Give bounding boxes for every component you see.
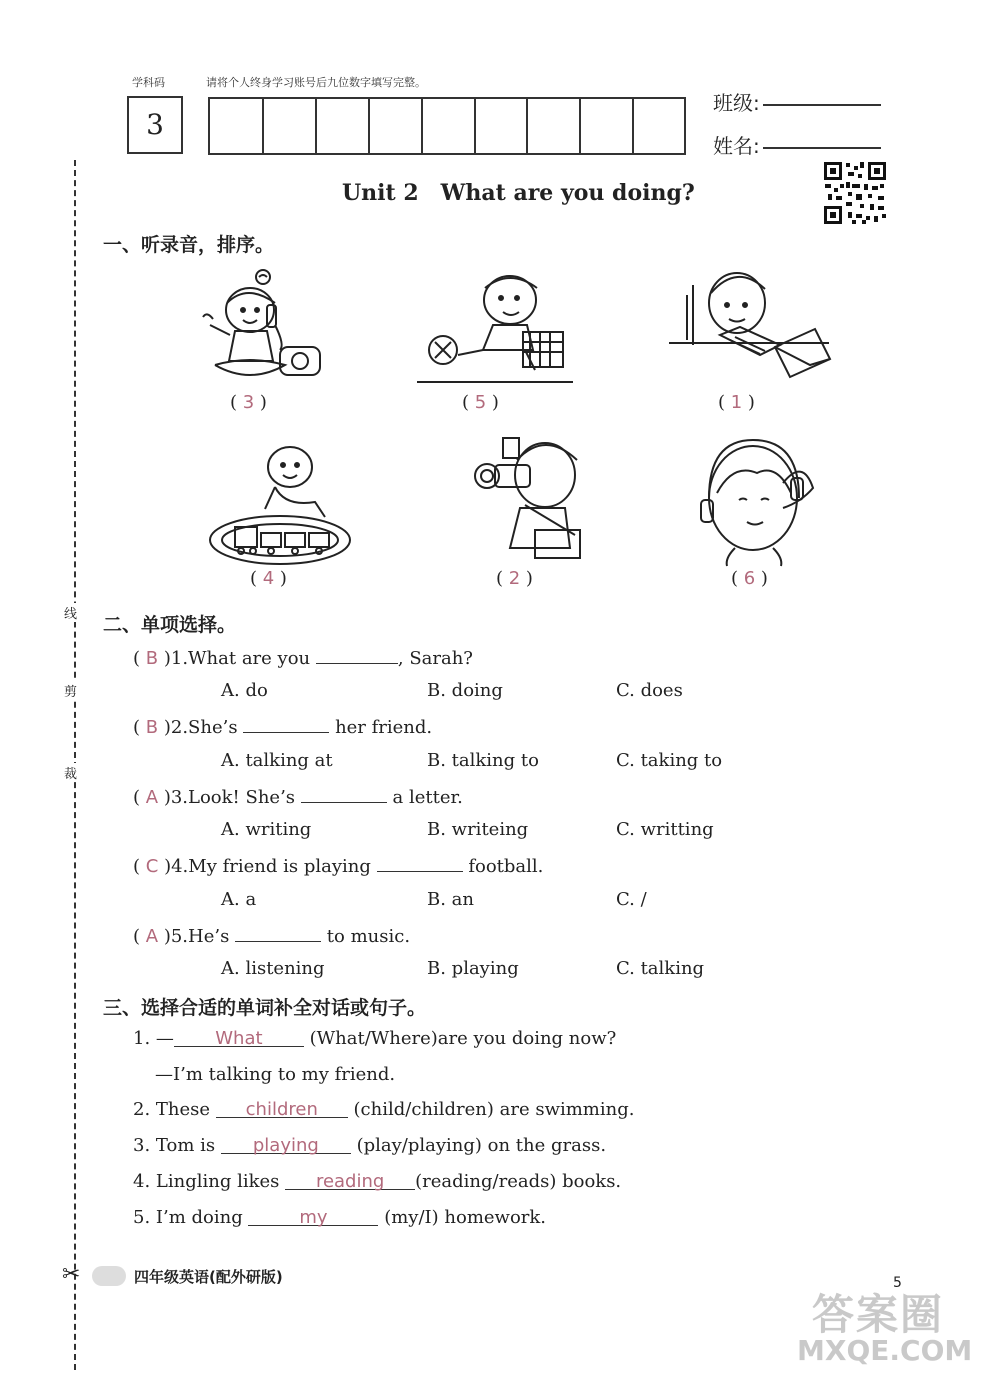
- mc-option[interactable]: A. writing: [221, 819, 312, 840]
- mc-option[interactable]: A. a: [221, 889, 257, 910]
- fill-answer-2[interactable]: children: [216, 1099, 348, 1118]
- mc-option[interactable]: C. taking to: [616, 750, 723, 771]
- mc-option[interactable]: A. do: [221, 680, 268, 701]
- mc-option[interactable]: B. talking to: [427, 750, 539, 771]
- order-answer-6[interactable]: ( 6 ): [731, 568, 768, 589]
- footer-badge-icon: [92, 1266, 126, 1286]
- page-title: Unit 2 What are you doing?: [342, 180, 695, 206]
- girl-with-camera-picture: [465, 430, 595, 560]
- fill-answer-3[interactable]: playing: [221, 1135, 351, 1154]
- mc-option[interactable]: B. writeing: [427, 819, 529, 840]
- order-answer-2[interactable]: ( 5 ): [462, 392, 499, 413]
- mc-answer-3[interactable]: A: [145, 787, 159, 808]
- mc-option[interactable]: B. doing: [427, 680, 503, 701]
- boy-playing-football-picture: [415, 270, 575, 385]
- mc-option[interactable]: C. writting: [616, 819, 714, 840]
- watermark-logo: 答案圈: [812, 1290, 945, 1339]
- book-title: 四年级英语(配外研版): [134, 1268, 283, 1286]
- name-label: 姓名:: [713, 134, 760, 158]
- order-answer-5[interactable]: ( 2 ): [496, 568, 533, 589]
- scissors-icon: ✂: [62, 1262, 81, 1287]
- subject-code-box: [127, 96, 183, 154]
- mc-question-4: ( C )4.My friend is playing football.: [133, 853, 543, 877]
- side-mark-line: 线: [64, 603, 77, 622]
- girl-on-phone-picture: [195, 265, 330, 390]
- girl-listening-to-music-picture: [695, 438, 825, 568]
- fill-answer-5[interactable]: my: [248, 1207, 378, 1226]
- class-field[interactable]: [763, 104, 881, 106]
- fill-item-1: 1. — What (What/Where)are you doing now?: [133, 1028, 617, 1049]
- mc-option[interactable]: A. listening: [221, 958, 325, 979]
- mc-answer-5[interactable]: A: [145, 926, 159, 947]
- boy-writing-letter-picture: [665, 265, 835, 390]
- subject-code-label: 学科码: [132, 76, 165, 89]
- mc-option[interactable]: C. does: [616, 680, 683, 701]
- mc-question-3: ( A )3.Look! She’s a letter.: [133, 784, 463, 808]
- side-mark-trim: 裁: [64, 763, 77, 782]
- name-field[interactable]: [763, 147, 881, 149]
- subject-code-value: 3: [146, 108, 164, 141]
- fill-answer-1[interactable]: What: [174, 1028, 304, 1047]
- section2-heading: 二、单项选择。: [103, 614, 237, 636]
- order-answer-4[interactable]: ( 4 ): [250, 568, 287, 589]
- fill-item-2: 2. These children (child/children) are swimming.: [133, 1099, 635, 1120]
- fill-item-5: 5. I’m doing my (my/I) homework.: [133, 1207, 547, 1228]
- fill-item-4: 4. Lingling likes reading (reading/reads) books.: [133, 1171, 622, 1192]
- fill-item-3: 3. Tom is playing (play/playing) on the grass.: [133, 1135, 607, 1156]
- watermark-url: MXQE.COM: [797, 1334, 973, 1367]
- mc-option[interactable]: B. playing: [427, 958, 519, 979]
- account-number-grid[interactable]: [208, 97, 686, 155]
- mc-option[interactable]: B. an: [427, 889, 474, 910]
- order-answer-1[interactable]: ( 3 ): [230, 392, 267, 413]
- mc-question-1: ( B )1.What are you , Sarah?: [133, 645, 473, 669]
- section3-heading: 三、选择合适的单词补全对话或句子。: [103, 997, 427, 1019]
- mc-answer-4[interactable]: C: [145, 856, 159, 877]
- mc-question-2: ( B )2.She’s her friend.: [133, 714, 432, 738]
- mc-option[interactable]: C. talking: [616, 958, 705, 979]
- baby-with-toy-train-picture: [205, 435, 355, 570]
- mc-option[interactable]: A. talking at: [221, 750, 333, 771]
- mc-answer-1[interactable]: B: [145, 648, 159, 669]
- class-label: 班级:: [713, 91, 760, 115]
- fill-item-1-reply: —I’m talking to my friend.: [155, 1064, 396, 1085]
- mc-answer-2[interactable]: B: [145, 717, 159, 738]
- account-instruction: 请将个人终身学习账号后九位数字填写完整。: [206, 76, 426, 89]
- section1-heading: 一、听录音，排序。: [103, 234, 275, 256]
- fill-answer-4[interactable]: reading: [285, 1171, 415, 1190]
- qr-code-icon[interactable]: [822, 160, 888, 226]
- page-number: 5: [893, 1275, 902, 1291]
- side-mark-cut: 剪: [64, 681, 77, 700]
- order-answer-3[interactable]: ( 1 ): [718, 392, 755, 413]
- mc-option[interactable]: C. /: [616, 889, 647, 910]
- mc-question-5: ( A )5.He’s to music.: [133, 923, 410, 947]
